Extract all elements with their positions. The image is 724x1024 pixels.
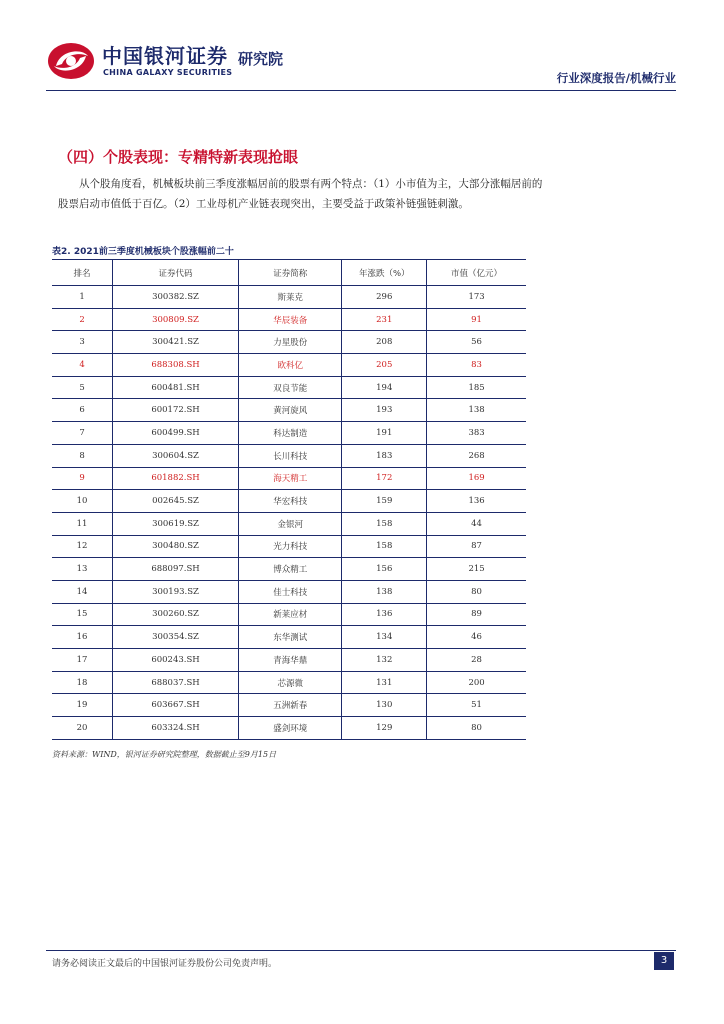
cell-change: 156 bbox=[342, 558, 427, 581]
cell-code: 600481.SH bbox=[113, 376, 239, 399]
cell-cap: 173 bbox=[427, 286, 526, 309]
table-row bbox=[52, 535, 526, 558]
cell-rank: 8 bbox=[52, 444, 113, 467]
cell-cap: 44 bbox=[427, 512, 526, 535]
cell-code: 300809.SZ bbox=[113, 308, 239, 331]
cell-rank: 18 bbox=[52, 671, 113, 694]
cell-name: 芯源微 bbox=[239, 671, 342, 694]
cell-change: 208 bbox=[342, 331, 427, 354]
logo-institute: 研究院 bbox=[238, 50, 284, 68]
header-change: 年涨跌（%） bbox=[342, 260, 427, 286]
cell-change: 138 bbox=[342, 580, 427, 603]
cell-change: 158 bbox=[342, 512, 427, 535]
cell-code: 600243.SH bbox=[113, 649, 239, 672]
table-source: 资料来源：WIND，银河证券研究院整理，数据截止至9月15日 bbox=[52, 750, 277, 759]
galaxy-logo-icon bbox=[46, 40, 96, 82]
cell-code: 300193.SZ bbox=[113, 580, 239, 603]
cell-cap: 51 bbox=[427, 694, 526, 717]
cell-cap: 80 bbox=[427, 717, 526, 740]
cell-name: 欧科亿 bbox=[239, 354, 342, 377]
cell-cap: 56 bbox=[427, 331, 526, 354]
cell-change: 296 bbox=[342, 286, 427, 309]
cell-name: 斯莱克 bbox=[239, 286, 342, 309]
cell-change: 134 bbox=[342, 626, 427, 649]
table-row bbox=[52, 331, 526, 354]
cell-change: 205 bbox=[342, 354, 427, 377]
cell-code: 603667.SH bbox=[113, 694, 239, 717]
header-divider bbox=[46, 90, 676, 91]
cell-rank: 15 bbox=[52, 603, 113, 626]
table-row bbox=[52, 603, 526, 626]
cell-change: 132 bbox=[342, 649, 427, 672]
table-row bbox=[52, 376, 526, 399]
page-number: 3 bbox=[654, 952, 674, 970]
cell-cap: 268 bbox=[427, 444, 526, 467]
cell-name: 光力科技 bbox=[239, 535, 342, 558]
cell-rank: 19 bbox=[52, 694, 113, 717]
table-row bbox=[52, 649, 526, 672]
cell-code: 603324.SH bbox=[113, 717, 239, 740]
table-row bbox=[52, 512, 526, 535]
table-row bbox=[52, 490, 526, 513]
cell-rank: 1 bbox=[52, 286, 113, 309]
cell-cap: 169 bbox=[427, 467, 526, 490]
section-title: （四）个股表现：专精特新表现抢眼 bbox=[58, 148, 299, 166]
cell-name: 黄河旋风 bbox=[239, 399, 342, 422]
cell-cap: 91 bbox=[427, 308, 526, 331]
table-row bbox=[52, 467, 526, 490]
cell-name: 海天精工 bbox=[239, 467, 342, 490]
table-row bbox=[52, 444, 526, 467]
cell-cap: 89 bbox=[427, 603, 526, 626]
body-paragraph: 从个股角度看，机械板块前三季度涨幅居前的股票有两个特点：（1）小市值为主，大部分涨幅居前的股票启动市值低于百亿。（2）工业母机产业链表现突出，主要受益于政策补链强链刺激。 bbox=[58, 178, 543, 210]
table-row bbox=[52, 694, 526, 717]
cell-cap: 215 bbox=[427, 558, 526, 581]
footer-divider bbox=[46, 950, 676, 951]
footer-disclaimer: 请务必阅读正文最后的中国银河证券股份公司免责声明。 bbox=[52, 959, 278, 969]
cell-name: 力星股份 bbox=[239, 331, 342, 354]
cell-change: 172 bbox=[342, 467, 427, 490]
table-row bbox=[52, 422, 526, 445]
cell-cap: 185 bbox=[427, 376, 526, 399]
cell-change: 193 bbox=[342, 399, 427, 422]
cell-cap: 138 bbox=[427, 399, 526, 422]
cell-change: 158 bbox=[342, 535, 427, 558]
cell-code: 300260.SZ bbox=[113, 603, 239, 626]
cell-change: 129 bbox=[342, 717, 427, 740]
table-row bbox=[52, 286, 526, 309]
cell-name: 华宏科技 bbox=[239, 490, 342, 513]
page-header bbox=[46, 36, 676, 90]
cell-cap: 200 bbox=[427, 671, 526, 694]
cell-rank: 4 bbox=[52, 354, 113, 377]
cell-cap: 136 bbox=[427, 490, 526, 513]
cell-change: 130 bbox=[342, 694, 427, 717]
cell-name: 五洲新春 bbox=[239, 694, 342, 717]
cell-rank: 12 bbox=[52, 535, 113, 558]
header-code: 证券代码 bbox=[113, 260, 239, 286]
cell-code: 300421.SZ bbox=[113, 331, 239, 354]
table-row bbox=[52, 626, 526, 649]
cell-name: 科达制造 bbox=[239, 422, 342, 445]
cell-rank: 7 bbox=[52, 422, 113, 445]
cell-change: 131 bbox=[342, 671, 427, 694]
cell-rank: 2 bbox=[52, 308, 113, 331]
header-name: 证券简称 bbox=[239, 260, 342, 286]
cell-change: 231 bbox=[342, 308, 427, 331]
cell-cap: 80 bbox=[427, 580, 526, 603]
cell-rank: 11 bbox=[52, 512, 113, 535]
cell-rank: 9 bbox=[52, 467, 113, 490]
cell-name: 盛剑环境 bbox=[239, 717, 342, 740]
table-row bbox=[52, 671, 526, 694]
table-row bbox=[52, 558, 526, 581]
table-row bbox=[52, 717, 526, 740]
cell-cap: 383 bbox=[427, 422, 526, 445]
cell-name: 华辰装备 bbox=[239, 308, 342, 331]
cell-rank: 6 bbox=[52, 399, 113, 422]
cell-code: 601882.SH bbox=[113, 467, 239, 490]
table-caption: 表2. 2021前三季度机械板块个股涨幅前二十 bbox=[52, 247, 234, 257]
cell-name: 长川科技 bbox=[239, 444, 342, 467]
cell-rank: 10 bbox=[52, 490, 113, 513]
cell-rank: 17 bbox=[52, 649, 113, 672]
cell-code: 688308.SH bbox=[113, 354, 239, 377]
logo-chinese-name: 中国银河证券 bbox=[102, 44, 228, 68]
cell-cap: 46 bbox=[427, 626, 526, 649]
cell-name: 青海华鼎 bbox=[239, 649, 342, 672]
cell-rank: 16 bbox=[52, 626, 113, 649]
cell-code: 688097.SH bbox=[113, 558, 239, 581]
cell-code: 688037.SH bbox=[113, 671, 239, 694]
cell-name: 双良节能 bbox=[239, 376, 342, 399]
cell-change: 183 bbox=[342, 444, 427, 467]
cell-change: 191 bbox=[342, 422, 427, 445]
cell-change: 136 bbox=[342, 603, 427, 626]
cell-name: 博众精工 bbox=[239, 558, 342, 581]
cell-cap: 28 bbox=[427, 649, 526, 672]
cell-code: 300480.SZ bbox=[113, 535, 239, 558]
cell-rank: 14 bbox=[52, 580, 113, 603]
logo-english-name: CHINA GALAXY SECURITIES bbox=[103, 68, 233, 77]
cell-rank: 20 bbox=[52, 717, 113, 740]
stock-ranking-table bbox=[52, 259, 526, 740]
cell-change: 159 bbox=[342, 490, 427, 513]
cell-name: 东华测试 bbox=[239, 626, 342, 649]
cell-code: 600172.SH bbox=[113, 399, 239, 422]
header-rank: 排名 bbox=[52, 260, 113, 286]
cell-rank: 3 bbox=[52, 331, 113, 354]
table-row bbox=[52, 308, 526, 331]
cell-cap: 87 bbox=[427, 535, 526, 558]
cell-code: 002645.SZ bbox=[113, 490, 239, 513]
cell-name: 佳士科技 bbox=[239, 580, 342, 603]
cell-code: 300382.SZ bbox=[113, 286, 239, 309]
cell-rank: 5 bbox=[52, 376, 113, 399]
table-row bbox=[52, 354, 526, 377]
header-cap: 市值（亿元） bbox=[427, 260, 526, 286]
table-row bbox=[52, 580, 526, 603]
table-header-row bbox=[52, 260, 526, 286]
cell-name: 金银河 bbox=[239, 512, 342, 535]
cell-name: 新莱应材 bbox=[239, 603, 342, 626]
cell-change: 194 bbox=[342, 376, 427, 399]
report-type: 行业深度报告/机械行业 bbox=[556, 71, 676, 85]
cell-code: 300619.SZ bbox=[113, 512, 239, 535]
cell-code: 600499.SH bbox=[113, 422, 239, 445]
cell-code: 300604.SZ bbox=[113, 444, 239, 467]
table-row bbox=[52, 399, 526, 422]
cell-rank: 13 bbox=[52, 558, 113, 581]
cell-code: 300354.SZ bbox=[113, 626, 239, 649]
cell-cap: 83 bbox=[427, 354, 526, 377]
